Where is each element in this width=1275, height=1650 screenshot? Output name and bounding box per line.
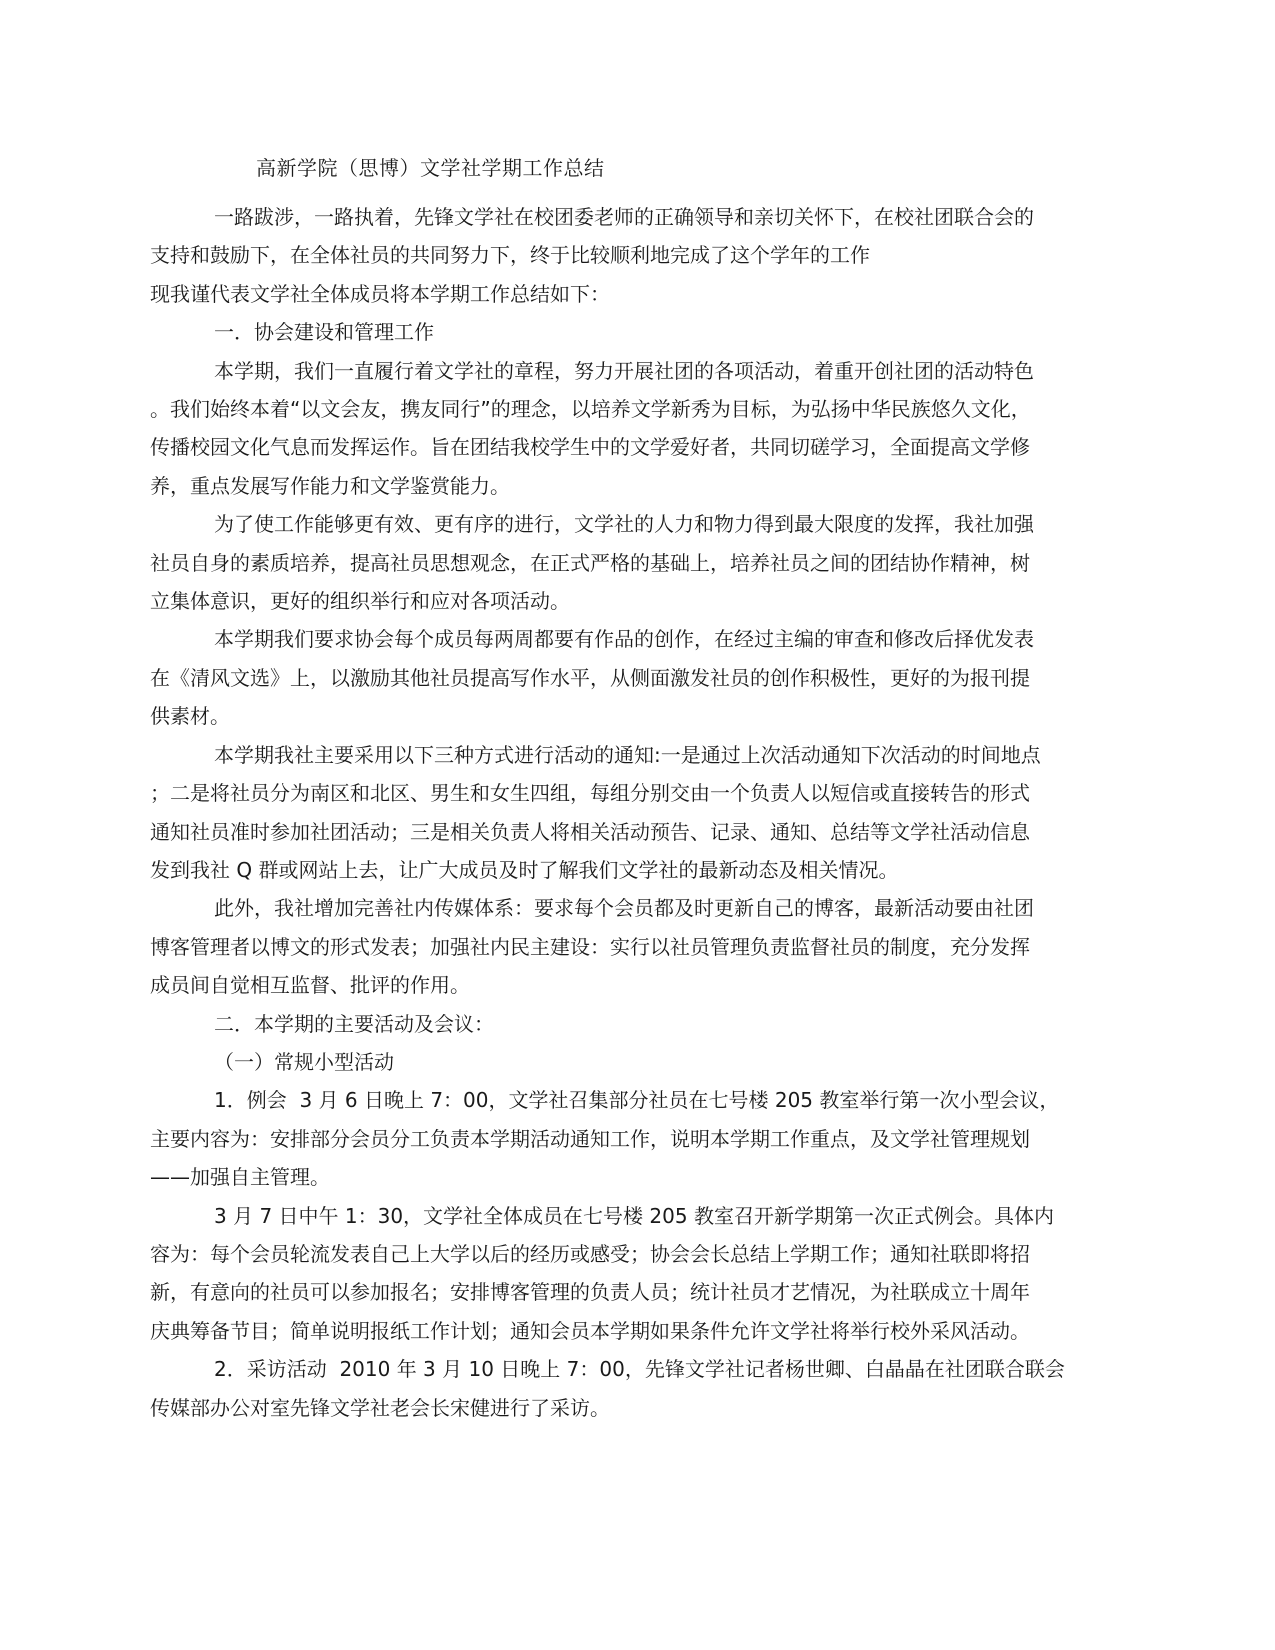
paragraph-line: 为了使工作能够更有效、更有序的进行，文学社的人力和物力得到最大限度的发挥，我社加强 [214,512,1034,537]
paragraph-line: 一．协会建设和管理工作 [214,320,434,345]
paragraph [150,505,1115,620]
document-title: 高新学院（思博）文学社学期工作总结 [256,156,605,180]
paragraph-line: 发到我社 Q 群或网站上去，让广大成员及时了解我们文学社的最新动态及相关情况。 [150,857,899,882]
paragraph-line: 供素材。 [150,704,230,729]
paragraph-line: 主要内容为：安排部分会员分工负责本学期活动通知工作，说明本学期工作重点，及文学社管理规划 [150,1126,1030,1151]
paragraph [150,736,1115,890]
paragraph [150,1005,1115,1043]
paragraph-line: 传媒部办公对室先锋文学社老会长宋健进行了采访。 [150,1395,610,1420]
paragraph-line: 在《清风文选》上，以激励其他社员提高写作水平，从侧面激发社员的创作积极性，更好的为报刊提 [150,665,1030,690]
paragraph-line: 社员自身的素质培养，提高社员思想观念，在正式严格的基础上，培养社员之间的团结协作精神，树 [150,550,1030,575]
paragraph [150,198,1115,275]
paragraph-line: 3 月 7 日中午 1：30，文学社全体成员在七号楼 205 教室召开新学期第一次正式例会。具体内 [214,1203,1054,1228]
paragraph [150,1081,1115,1196]
paragraph [150,1197,1115,1351]
paragraph-line: 通知社员准时参加社团活动；三是相关负责人将相关活动预告、记录、通知、总结等文学社活动信息 [150,819,1030,844]
paragraph [150,352,1115,506]
paragraph [150,275,1115,313]
paragraph-line: 一路跋涉，一路执着，先锋文学社在校团委老师的正确领导和亲切关怀下，在校社团联合会的 [214,205,1034,229]
paragraph-line: 二．本学期的主要活动及会议： [214,1011,494,1036]
paragraph-line: 庆典筹备节目；简单说明报纸工作计划；通知会员本学期如果条件允许文学社将举行校外采风活动。 [150,1318,1030,1343]
paragraph-line: 。我们始终本着“以文会友，携友同行”的理念，以培养文学新秀为目标，为弘扬中华民族悠久文化， [150,397,1031,422]
paragraph-line: 2．采访活动 2010 年 3 月 10 日晚上 7：00，先锋文学社记者杨世卿、白晶晶在社团联合联会 [214,1357,1065,1382]
paragraph [150,1043,1115,1081]
paragraph-line: 新，有意向的社员可以参加报名；安排博客管理的负责人员；统计社员才艺情况，为社联成立十周年 [150,1280,1030,1305]
paragraph-line: 养，重点发展写作能力和文学鉴赏能力。 [150,473,510,498]
paragraph-line: 本学期，我们一直履行着文学社的章程，努力开展社团的各项活动，着重开创社团的活动特色 [214,358,1034,383]
paragraph-line: 成员间自觉相互监督、批评的作用。 [150,973,470,998]
paragraph-line: 支持和鼓励下，在全体社员的共同努力下，终于比较顺利地完成了这个学年的工作 [150,243,870,268]
paragraph-line: 本学期我社主要采用以下三种方式进行活动的通知:一是通过上次活动通知下次活动的时间地点 [214,742,1041,767]
paragraph-line: 立集体意识，更好的组织举行和应对各项活动。 [150,589,570,614]
paragraph-line: 1．例会 3 月 6 日晚上 7：00，文学社召集部分社员在七号楼 205 教室举行第一次小型会议， [214,1088,1060,1113]
paragraph [150,620,1115,735]
paragraph-line: 传播校园文化气息而发挥运作。旨在团结我校学生中的文学爱好者，共同切磋学习，全面提高文学修 [150,435,1030,460]
paragraph-line: 本学期我们要求协会每个成员每两周都要有作品的创作，在经过主编的审查和修改后择优发表 [214,627,1034,652]
document-body [150,198,1115,1427]
paragraph-line: 容为：每个会员轮流发表自己上大学以后的经历或感受；协会会长总结上学期工作；通知社联即将招 [150,1241,1030,1266]
paragraph [150,313,1115,351]
paragraph-line: 现我谨代表文学社全体成员将本学期工作总结如下： [150,281,610,306]
paragraph [150,889,1115,1004]
paragraph-line: （一）常规小型活动 [214,1049,394,1074]
paragraph [150,1350,1115,1427]
paragraph-line: ——加强自主管理。 [150,1165,330,1190]
paragraph-line: 此外，我社增加完善社内传媒体系：要求每个会员都及时更新自己的博客，最新活动要由社团 [214,896,1034,921]
paragraph-line: 博客管理者以博文的形式发表；加强社内民主建设：实行以社员管理负责监督社员的制度，充分发挥 [150,934,1030,959]
paragraph-line: ；二是将社员分为南区和北区、男生和女生四组，每组分别交由一个负责人以短信或直接转告的形式 [150,781,1030,806]
